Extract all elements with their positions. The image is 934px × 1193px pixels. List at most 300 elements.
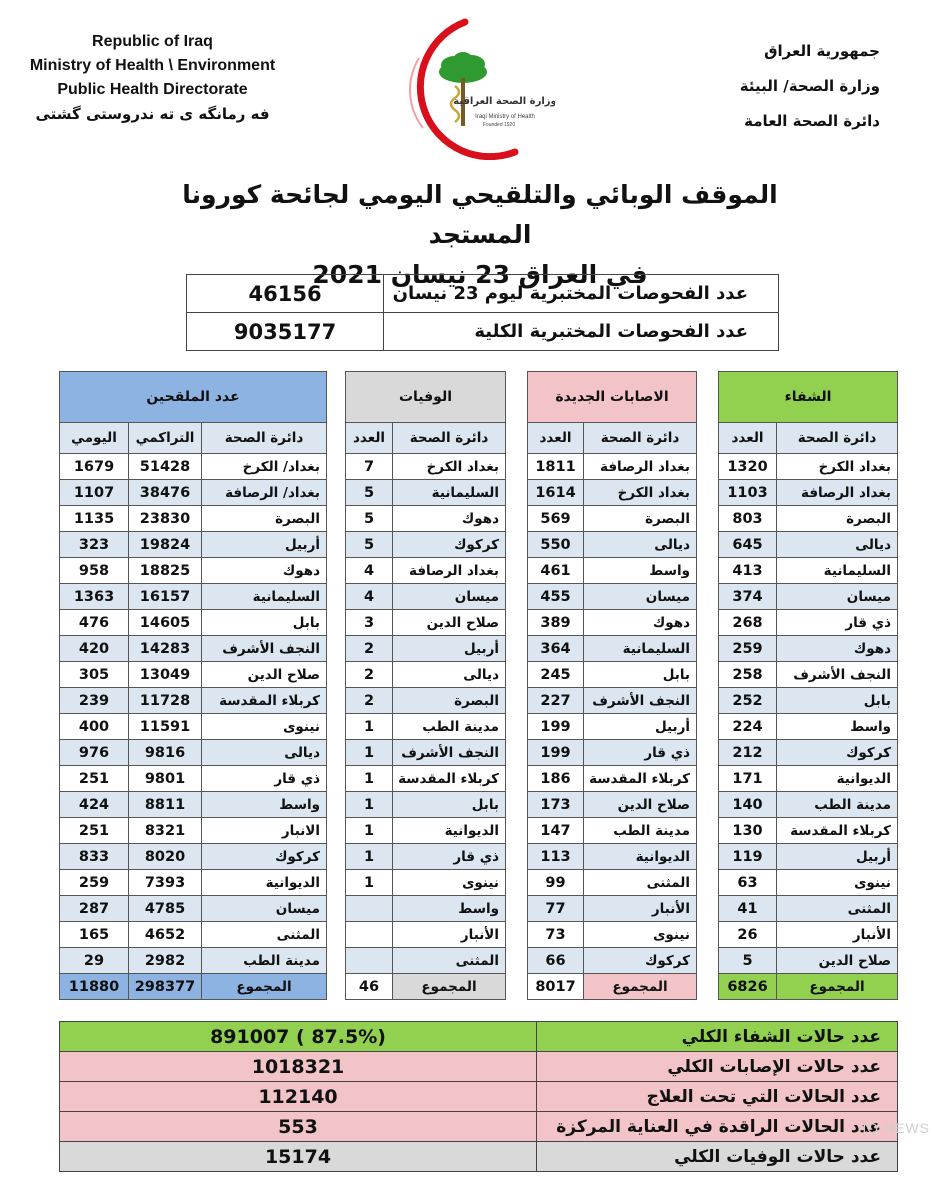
cases-region-cell: النجف الأشرف — [584, 688, 697, 714]
cases-count-cell: 569 — [528, 506, 584, 532]
summary-row-under-treatment — [60, 1082, 898, 1112]
vaccinated-region-cell: السليمانية — [202, 584, 327, 610]
vaccinated-cumulative-cell: 18825 — [129, 558, 202, 584]
vaccinated-row — [60, 766, 327, 792]
deaths-count-cell — [346, 922, 393, 948]
recovery-region-cell: أربيل — [777, 844, 898, 870]
recovery-region-cell: الأنبار — [777, 922, 898, 948]
cases-count-cell: 173 — [528, 792, 584, 818]
vaccinated-daily-cell: 833 — [60, 844, 129, 870]
deaths-row — [346, 792, 506, 818]
vaccinated-daily-cell: 976 — [60, 740, 129, 766]
title-line1: الموقف الوبائي والتلقيحي اليومي لجائحة كورونا المستجد — [182, 180, 778, 249]
vaccinated-row — [60, 662, 327, 688]
deaths-region-cell: صلاح الدين — [393, 610, 506, 636]
cases-count-cell: 364 — [528, 636, 584, 662]
vaccinated-row — [60, 740, 327, 766]
recovery-region-cell: ذي قار — [777, 610, 898, 636]
cases-subheader-row — [528, 423, 697, 454]
deaths-region-cell: النجف الأشرف — [393, 740, 506, 766]
vaccinated-daily-cell: 165 — [60, 922, 129, 948]
recovery-row — [719, 636, 898, 662]
recovery-region-cell: واسط — [777, 714, 898, 740]
deaths-row — [346, 454, 506, 480]
deaths-row — [346, 740, 506, 766]
deaths-region-cell: ذي قار — [393, 844, 506, 870]
recovery-region-cell: صلاح الدين — [777, 948, 898, 974]
deaths-total-row — [346, 974, 506, 1000]
logo-founded: Founded 1920 — [482, 122, 516, 128]
vaccinated-cumulative-cell: 11591 — [129, 714, 202, 740]
logo-text-en: Iraqi Ministry of Health — [475, 114, 535, 120]
tests-daily-value: 46156 — [187, 275, 384, 313]
vaccinated-cumulative-cell: 51428 — [129, 454, 202, 480]
deaths-region-cell: المثنى — [393, 948, 506, 974]
vaccinated-daily-cell: 305 — [60, 662, 129, 688]
deaths-region-cell: البصرة — [393, 688, 506, 714]
cases-row — [528, 662, 697, 688]
deaths-table — [345, 371, 506, 1000]
recovery-region-cell: بابل — [777, 688, 898, 714]
vaccinated-daily-cell: 1135 — [60, 506, 129, 532]
recovery-region-cell: المثنى — [777, 896, 898, 922]
ministry-logo — [395, 18, 555, 160]
cases-row — [528, 636, 697, 662]
deaths-row — [346, 844, 506, 870]
cases-region-cell: الأنبار — [584, 896, 697, 922]
cases-row — [528, 922, 697, 948]
deaths-region-cell: مدينة الطب — [393, 714, 506, 740]
recovery-region-cell: كربلاء المقدسة — [777, 818, 898, 844]
cases-region-cell: دهوك — [584, 610, 697, 636]
deaths-row — [346, 948, 506, 974]
recovery-region-cell: البصرة — [777, 506, 898, 532]
deaths-count-cell: 1 — [346, 844, 393, 870]
summary-row-recovered — [60, 1022, 898, 1052]
vaccinated-daily-cell: 287 — [60, 896, 129, 922]
recovery-count-cell: 258 — [719, 662, 777, 688]
deaths-region-cell: ديالى — [393, 662, 506, 688]
header-country-en: Republic of Iraq — [92, 33, 213, 50]
cases-region-cell: ديالى — [584, 532, 697, 558]
recovery-region-cell: ميسان — [777, 584, 898, 610]
recovery-row — [719, 480, 898, 506]
deaths-row — [346, 480, 506, 506]
vaccinated-title: عدد الملقحين — [60, 372, 327, 423]
cases-row — [528, 506, 697, 532]
deaths-count-cell: 7 — [346, 454, 393, 480]
vaccinated-row — [60, 922, 327, 948]
recovery-region-cell: ديالى — [777, 532, 898, 558]
deaths-region-cell: ميسان — [393, 584, 506, 610]
vaccinated-cumulative-cell: 38476 — [129, 480, 202, 506]
vaccinated-cumulative-cell: 8811 — [129, 792, 202, 818]
cases-total-label: المجموع — [584, 974, 697, 1000]
recovery-row — [719, 454, 898, 480]
cases-header-row — [528, 372, 697, 423]
vaccinated-region-cell: المثنى — [202, 922, 327, 948]
deaths-count-cell: 2 — [346, 662, 393, 688]
cases-count-cell: 1614 — [528, 480, 584, 506]
deaths-count-cell: 1 — [346, 870, 393, 896]
cases-row — [528, 844, 697, 870]
recovery-row — [719, 948, 898, 974]
recovery-row — [719, 714, 898, 740]
deaths-row — [346, 506, 506, 532]
recovery-region-cell: دهوك — [777, 636, 898, 662]
cases-region-cell: صلاح الدين — [584, 792, 697, 818]
vaccinated-daily-cell: 1363 — [60, 584, 129, 610]
cases-region-cell: واسط — [584, 558, 697, 584]
deaths-row — [346, 896, 506, 922]
recovery-count-cell: 413 — [719, 558, 777, 584]
deaths-row — [346, 818, 506, 844]
deaths-count-cell: 5 — [346, 506, 393, 532]
vaccinated-region-cell: الانبار — [202, 818, 327, 844]
vaccinated-row — [60, 610, 327, 636]
vaccinated-daily-cell: 424 — [60, 792, 129, 818]
vaccinated-col-cum: التراكمي — [129, 423, 202, 454]
deaths-title: الوفيات — [346, 372, 506, 423]
deaths-row — [346, 688, 506, 714]
deaths-row — [346, 870, 506, 896]
deaths-row — [346, 584, 506, 610]
recovery-count-cell: 224 — [719, 714, 777, 740]
header-directorate-ar: دائرة الصحة العامة — [744, 112, 880, 130]
cases-row — [528, 948, 697, 974]
deaths-row — [346, 922, 506, 948]
cases-row — [528, 480, 697, 506]
cases-region-cell: ميسان — [584, 584, 697, 610]
cases-row — [528, 714, 697, 740]
summary-under-treatment-label: عدد الحالات التي تحت العلاج — [537, 1082, 898, 1112]
deaths-count-cell — [346, 948, 393, 974]
deaths-region-cell: بابل — [393, 792, 506, 818]
recovery-row — [719, 792, 898, 818]
vaccinated-region-cell: مدينة الطب — [202, 948, 327, 974]
cases-count-cell: 113 — [528, 844, 584, 870]
vaccinated-region-cell: ميسان — [202, 896, 327, 922]
cases-count-cell: 73 — [528, 922, 584, 948]
vaccinated-row — [60, 844, 327, 870]
deaths-count-cell: 1 — [346, 818, 393, 844]
deaths-region-cell: دهوك — [393, 506, 506, 532]
cases-region-cell: المثنى — [584, 870, 697, 896]
recovery-header-row — [719, 372, 898, 423]
deaths-region-cell: كربلاء المقدسة — [393, 766, 506, 792]
deaths-row — [346, 714, 506, 740]
recovery-row — [719, 766, 898, 792]
vaccinated-row — [60, 818, 327, 844]
cases-title: الاصابات الجديدة — [528, 372, 697, 423]
vaccinated-cumulative-cell: 19824 — [129, 532, 202, 558]
header-arabic — [690, 34, 880, 139]
deaths-count-cell: 1 — [346, 792, 393, 818]
recovery-row — [719, 506, 898, 532]
title-line2: في العراق 23 نيسان 2021 — [312, 260, 648, 289]
vaccinated-header-row — [60, 372, 327, 423]
deaths-count-cell: 3 — [346, 610, 393, 636]
recovery-count-cell: 268 — [719, 610, 777, 636]
recovery-region-cell: النجف الأشرف — [777, 662, 898, 688]
recovery-count-cell: 1320 — [719, 454, 777, 480]
recovery-row — [719, 922, 898, 948]
cases-count-cell: 199 — [528, 714, 584, 740]
vaccinated-cumulative-cell: 23830 — [129, 506, 202, 532]
deaths-count-cell — [346, 896, 393, 922]
summary-cases-value: 1018321 — [60, 1052, 537, 1082]
cases-region-cell: كربلاء المقدسة — [584, 766, 697, 792]
cases-count-cell: 1811 — [528, 454, 584, 480]
cases-count-cell: 389 — [528, 610, 584, 636]
deaths-header-row — [346, 372, 506, 423]
deaths-subheader-row — [346, 423, 506, 454]
vaccinated-row — [60, 506, 327, 532]
recovery-count-cell: 41 — [719, 896, 777, 922]
vaccinated-daily-cell: 239 — [60, 688, 129, 714]
vaccinated-table — [59, 371, 327, 1000]
vaccinated-cumulative-cell: 8020 — [129, 844, 202, 870]
recovery-row — [719, 584, 898, 610]
recovery-total-value: 6826 — [719, 974, 777, 1000]
vaccinated-region-cell: بغداد/ الرصافة — [202, 480, 327, 506]
cases-region-cell: البصرة — [584, 506, 697, 532]
cases-row — [528, 454, 697, 480]
cases-row — [528, 792, 697, 818]
cases-region-cell: ذي قار — [584, 740, 697, 766]
deaths-count-cell: 4 — [346, 584, 393, 610]
cases-region-cell: نينوى — [584, 922, 697, 948]
cases-count-cell: 199 — [528, 740, 584, 766]
header-directorate-ku: فه رمانگه ی ته ندروستی گشتی — [35, 105, 270, 123]
recovery-region-cell: الديوانية — [777, 766, 898, 792]
cases-region-cell: بابل — [584, 662, 697, 688]
vaccinated-region-cell: أربيل — [202, 532, 327, 558]
summary-table — [59, 1021, 898, 1172]
recovery-row — [719, 870, 898, 896]
recovery-count-cell: 1103 — [719, 480, 777, 506]
recovery-subheader-row — [719, 423, 898, 454]
vaccinated-row — [60, 558, 327, 584]
watermark: IQ NEWS — [862, 1120, 930, 1136]
recovery-count-cell: 374 — [719, 584, 777, 610]
vaccinated-region-cell: ديالى — [202, 740, 327, 766]
cases-row — [528, 740, 697, 766]
vaccinated-region-cell: كربلاء المقدسة — [202, 688, 327, 714]
cases-region-cell: أربيل — [584, 714, 697, 740]
summary-row-cases — [60, 1052, 898, 1082]
vaccinated-col-daily: اليومي — [60, 423, 129, 454]
vaccinated-region-cell: نينوى — [202, 714, 327, 740]
vaccinated-row — [60, 532, 327, 558]
recovery-row — [719, 610, 898, 636]
logo-text-ar: وزارة الصحة العراقية — [453, 96, 555, 107]
deaths-region-cell: بغداد الكرخ — [393, 454, 506, 480]
deaths-col-count: العدد — [346, 423, 393, 454]
cases-row — [528, 688, 697, 714]
recovery-count-cell: 645 — [719, 532, 777, 558]
cases-region-cell: الديوانية — [584, 844, 697, 870]
vaccinated-cumulative-cell: 2982 — [129, 948, 202, 974]
vaccinated-row — [60, 454, 327, 480]
vaccinated-cumulative-cell: 13049 — [129, 662, 202, 688]
cases-count-cell: 77 — [528, 896, 584, 922]
cases-row — [528, 610, 697, 636]
recovery-col-name: دائرة الصحة — [777, 423, 898, 454]
recovery-region-cell: السليمانية — [777, 558, 898, 584]
deaths-count-cell: 4 — [346, 558, 393, 584]
cases-count-cell: 66 — [528, 948, 584, 974]
recovery-title: الشفاء — [719, 372, 898, 423]
recovery-count-cell: 259 — [719, 636, 777, 662]
cases-region-cell: كركوك — [584, 948, 697, 974]
vaccinated-cumulative-cell: 8321 — [129, 818, 202, 844]
deaths-count-cell: 1 — [346, 714, 393, 740]
tests-total-value: 9035177 — [187, 313, 384, 351]
deaths-col-name: دائرة الصحة — [393, 423, 506, 454]
deaths-region-cell: نينوى — [393, 870, 506, 896]
recovery-row — [719, 662, 898, 688]
deaths-count-cell: 1 — [346, 740, 393, 766]
cases-row — [528, 818, 697, 844]
summary-row-deaths — [60, 1142, 898, 1172]
deaths-region-cell: كركوك — [393, 532, 506, 558]
vaccinated-row — [60, 714, 327, 740]
recovery-region-cell: بغداد الرصافة — [777, 480, 898, 506]
header-ministry-ar: وزارة الصحة/ البيئة — [739, 77, 880, 95]
vaccinated-total-daily: 11880 — [60, 974, 129, 1000]
vaccinated-daily-cell: 251 — [60, 818, 129, 844]
recovery-count-cell: 252 — [719, 688, 777, 714]
vaccinated-cumulative-cell: 4652 — [129, 922, 202, 948]
vaccinated-cumulative-cell: 4785 — [129, 896, 202, 922]
tests-daily-label: عدد الفحوصات المختبرية ليوم 23 نيسان — [384, 275, 779, 313]
deaths-row — [346, 558, 506, 584]
vaccinated-region-cell: بغداد/ الكرخ — [202, 454, 327, 480]
deaths-row — [346, 636, 506, 662]
recovery-count-cell: 130 — [719, 818, 777, 844]
recovery-region-cell: نينوى — [777, 870, 898, 896]
vaccinated-cumulative-cell: 7393 — [129, 870, 202, 896]
recovery-row — [719, 896, 898, 922]
logo-emblem-icon — [395, 18, 555, 160]
recovery-region-cell: مدينة الطب — [777, 792, 898, 818]
tests-table — [186, 274, 779, 351]
summary-row-icu — [60, 1112, 898, 1142]
deaths-row — [346, 610, 506, 636]
deaths-region-cell: واسط — [393, 896, 506, 922]
cases-table — [527, 371, 697, 1000]
vaccinated-region-cell: الديوانية — [202, 870, 327, 896]
cases-count-cell: 227 — [528, 688, 584, 714]
vaccinated-region-cell: كركوك — [202, 844, 327, 870]
deaths-count-cell: 2 — [346, 636, 393, 662]
vaccinated-daily-cell: 259 — [60, 870, 129, 896]
cases-total-value: 8017 — [528, 974, 584, 1000]
vaccinated-row — [60, 636, 327, 662]
recovery-table — [718, 371, 898, 1000]
vaccinated-daily-cell: 958 — [60, 558, 129, 584]
recovery-count-cell: 171 — [719, 766, 777, 792]
cases-region-cell: مدينة الطب — [584, 818, 697, 844]
summary-recovered-label: عدد حالات الشفاء الكلي — [537, 1022, 898, 1052]
vaccinated-cumulative-cell: 14283 — [129, 636, 202, 662]
deaths-region-cell: الديوانية — [393, 818, 506, 844]
cases-count-cell: 461 — [528, 558, 584, 584]
summary-recovered-value: (87.5% ) 891007 — [60, 1022, 537, 1052]
cases-row — [528, 558, 697, 584]
cases-count-cell: 147 — [528, 818, 584, 844]
deaths-row — [346, 766, 506, 792]
deaths-count-cell: 2 — [346, 688, 393, 714]
summary-icu-label: عدد الحالات الراقدة في العناية المركزة — [537, 1112, 898, 1142]
vaccinated-daily-cell: 29 — [60, 948, 129, 974]
vaccinated-row — [60, 896, 327, 922]
vaccinated-region-cell: النجف الأشرف — [202, 636, 327, 662]
summary-deaths-label: عدد حالات الوفيات الكلي — [537, 1142, 898, 1172]
vaccinated-region-cell: ذي قار — [202, 766, 327, 792]
vaccinated-row — [60, 792, 327, 818]
vaccinated-total-label: المجموع — [202, 974, 327, 1000]
recovery-count-cell: 26 — [719, 922, 777, 948]
deaths-count-cell: 5 — [346, 532, 393, 558]
vaccinated-region-cell: صلاح الدين — [202, 662, 327, 688]
deaths-region-cell: السليمانية — [393, 480, 506, 506]
vaccinated-region-cell: دهوك — [202, 558, 327, 584]
vaccinated-region-cell: بابل — [202, 610, 327, 636]
recovery-count-cell: 63 — [719, 870, 777, 896]
recovery-region-cell: كركوك — [777, 740, 898, 766]
summary-cases-label: عدد حالات الإصابات الكلي — [537, 1052, 898, 1082]
recovery-row — [719, 844, 898, 870]
recovery-row — [719, 740, 898, 766]
deaths-row — [346, 662, 506, 688]
vaccinated-col-name: دائرة الصحة — [202, 423, 327, 454]
deaths-region-cell: بغداد الرصافة — [393, 558, 506, 584]
cases-row — [528, 896, 697, 922]
cases-region-cell: بغداد الكرخ — [584, 480, 697, 506]
recovery-count-cell: 212 — [719, 740, 777, 766]
vaccinated-cumulative-cell: 14605 — [129, 610, 202, 636]
recovery-region-cell: بغداد الكرخ — [777, 454, 898, 480]
recovery-total-label: المجموع — [777, 974, 898, 1000]
vaccinated-total-row — [60, 974, 327, 1000]
cases-total-row — [528, 974, 697, 1000]
cases-col-count: العدد — [528, 423, 584, 454]
header-english — [10, 30, 295, 126]
recovery-row — [719, 558, 898, 584]
vaccinated-cumulative-cell: 16157 — [129, 584, 202, 610]
recovery-total-row — [719, 974, 898, 1000]
vaccinated-row — [60, 688, 327, 714]
cases-row — [528, 766, 697, 792]
cases-count-cell: 550 — [528, 532, 584, 558]
cases-count-cell: 99 — [528, 870, 584, 896]
cases-row — [528, 870, 697, 896]
deaths-total-value: 46 — [346, 974, 393, 1000]
summary-icu-value: 553 — [60, 1112, 537, 1142]
tests-row-daily — [187, 275, 779, 313]
recovery-row — [719, 818, 898, 844]
header-directorate-en: Public Health Directorate — [57, 81, 248, 98]
vaccinated-cumulative-cell: 11728 — [129, 688, 202, 714]
vaccinated-daily-cell: 323 — [60, 532, 129, 558]
deaths-region-cell: أربيل — [393, 636, 506, 662]
cases-row — [528, 584, 697, 610]
tests-row-total — [187, 313, 779, 351]
vaccinated-row — [60, 480, 327, 506]
header-ministry-en: Ministry of Health \ Environment — [29, 57, 276, 74]
